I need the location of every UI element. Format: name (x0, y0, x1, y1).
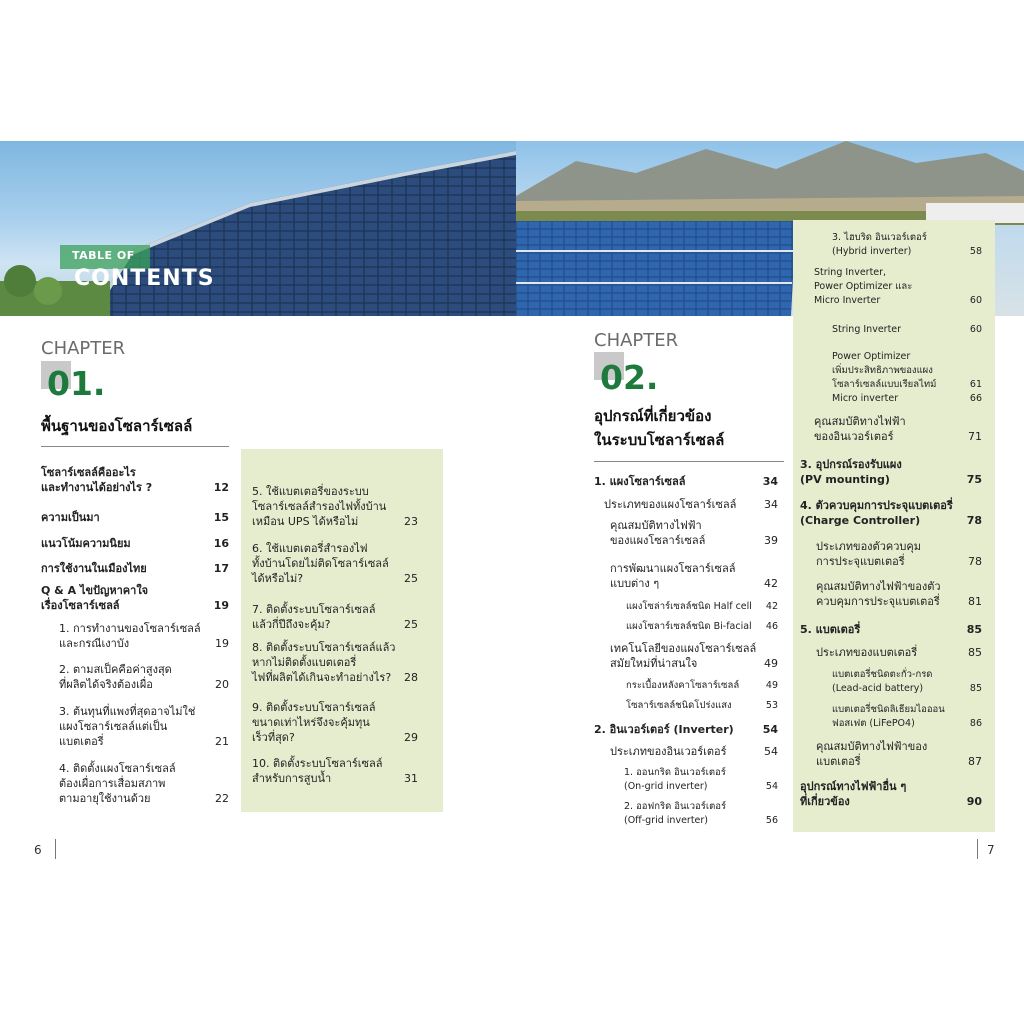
toc-entry-page: 85 (966, 623, 982, 636)
page-number-right-bar (977, 839, 978, 859)
toc-entry-page: 61 (969, 379, 982, 390)
toc-entry-title: โซลาร์เซลล์ชนิดโปร่งแสง (626, 700, 732, 711)
toc-entry-title: แบตเตอรี่ชนิดตะกั่ว-กรด (Lead-acid battery) (832, 669, 933, 694)
chapter-1-rule (41, 446, 229, 447)
toc-entry-title: 1. ออนกริด อินเวอร์เตอร์ (On-grid inverter) (624, 767, 726, 792)
toc-entry-title: 3. ไฮบริด อินเวอร์เตอร์ (Hybrid inverter) (832, 232, 927, 257)
toc-entry-title: 4. ติดตั้งแผงโซลาร์เซลล์ ต้องเผื่อการเสื่อมสภาพ ตามอายุใช้งานด้วย (59, 762, 176, 805)
toc-entry-page: 34 (762, 475, 778, 488)
toc-entry-title: 3. ต้นทุนที่แพงที่สุดอาจไม่ใช่ แผงโซลาร์เซลล์แต่เป็น แบตเตอรี่ (59, 705, 196, 748)
toc-entry-page: 20 (215, 678, 229, 691)
toc-entry-page: 78 (968, 555, 982, 568)
toc-entry-title: Micro inverter (832, 393, 899, 404)
toc-entry-title: ความเป็นมา (41, 511, 100, 524)
toc-entry-page: 60 (969, 295, 982, 306)
toc-entry-page: 16 (213, 537, 229, 550)
toc-entry-page: 53 (765, 700, 778, 711)
toc-entry-title: 8. ติดตั้งระบบโซลาร์เซลล์แล้ว หากไม่ติดตั้งแบตเตอรี่ ไฟที่ผลิตได้เกินจะทำอย่างไร? (252, 641, 396, 684)
toc-entry-title: กระเบื้องหลังคาโซลาร์เซลล์ (626, 680, 740, 691)
toc-entry-page: 29 (404, 731, 418, 744)
chapter-2-number: 02. (600, 358, 659, 397)
toc-entry-page: 39 (764, 534, 778, 547)
toc-entry-title: 2. ออฟกริด อินเวอร์เตอร์ (Off-grid inverter) (624, 801, 727, 826)
toc-entry-title: โซลาร์เซลล์คืออะไร และทำงานได้อย่างไร ? (41, 466, 153, 494)
toc-entry-page: 66 (969, 393, 982, 404)
chapter-1-box-toc-list (252, 484, 418, 804)
chapter-2-title: อุปกรณ์ที่เกี่ยวข้อง ในระบบโซลาร์เซลล์ (594, 407, 725, 449)
toc-entry-page: 19 (215, 637, 229, 650)
page-number-right: 7 (987, 843, 995, 857)
toc-entry-title: อุปกรณ์ทางไฟฟ้าอื่น ๆ ที่เกี่ยวข้อง (800, 780, 907, 808)
page-number-left-bar (55, 839, 56, 859)
toc-entry-page: 17 (213, 562, 229, 575)
toc-entry-title: คุณสมบัติทางไฟฟ้าของ แบตเตอรี่ (816, 740, 928, 768)
chapter-1-toc-list (41, 465, 229, 815)
toc-entry-page: 21 (215, 735, 229, 748)
toc-entry-title: 9. ติดตั้งระบบโซลาร์เซลล์ ขนาดเท่าไหร่จึงจะคุ้มทุน เร็วที่สุด? (252, 701, 376, 744)
toc-entry-page: 46 (765, 621, 778, 632)
chapter-2-rule (594, 461, 784, 462)
toc-entry-title: 6. ใช้แบตเตอรี่สำรองไฟ ทั้งบ้านโดยไม่ติดโซลาร์เซลล์ ได้หรือไม่? (252, 542, 389, 585)
page-number-left: 6 (34, 843, 42, 857)
toc-entry-page: 71 (968, 430, 982, 443)
toc-entry-title: คุณสมบัติทางไฟฟ้า ของแผงโซลาร์เซลล์ (610, 519, 706, 547)
toc-entry-page: 78 (966, 514, 982, 527)
toc-entry-page: 42 (764, 577, 778, 590)
toc-entry-title: ประเภทของอินเวอร์เตอร์ (610, 745, 727, 758)
chapter-2-box-toc-list (800, 231, 982, 831)
toc-entry-page: 25 (404, 618, 418, 631)
toc-entry-page: 81 (968, 595, 982, 608)
toc-entry-title: คุณสมบัติทางไฟฟ้าของตัว ควบคุมการประจุแบตเตอรี่ (816, 580, 941, 608)
toc-entry-page: 54 (765, 781, 778, 792)
toc-entry-title: 3. อุปกรณ์รองรับแผง (PV mounting) (800, 458, 902, 486)
toc-entry-page: 56 (765, 815, 778, 826)
toc-entry-page: 49 (765, 680, 778, 691)
chapter-1-title: พื้นฐานของโซลาร์เซลล์ (41, 417, 193, 435)
toc-entry-title: คุณสมบัติทางไฟฟ้า ของอินเวอร์เตอร์ (814, 415, 906, 443)
toc-of-label: TABLE OF (72, 249, 135, 262)
toc-entry-title: 5. ใช้แบตเตอรี่ของระบบ โซลาร์เซลล์สำรองไฟทั้งบ้าน เหมือน UPS ได้หรือไม่ (252, 485, 387, 528)
toc-entry-title: 5. แบตเตอรี่ (800, 623, 861, 636)
toc-entry-title: String Inverter (832, 324, 902, 335)
chapter-2-word: CHAPTER (594, 330, 679, 351)
toc-entry-page: 60 (969, 324, 982, 335)
toc-entry-title: 10. ติดตั้งระบบโซลาร์เซลล์ สำหรับการสูบน้ำ (252, 757, 383, 785)
toc-entry-title: ประเภทของแผงโซลาร์เซลล์ (604, 498, 737, 511)
toc-entry-title: 2. ตามสเป็คคือค่าสูงสุด ที่ผลิตได้จริงต้องเผื่อ (59, 663, 172, 691)
toc-entry-title: ประเภทของแบตเตอรี่ (816, 646, 918, 659)
chapter-1-word: CHAPTER (41, 338, 126, 359)
toc-entry-title: 2. อินเวอร์เตอร์ (Inverter) (594, 723, 734, 736)
toc-entry-title: 1. แผงโซลาร์เซลล์ (594, 475, 686, 488)
toc-entry-title: String Inverter, Power Optimizer และ Micro Inverter (814, 267, 913, 306)
toc-entry-page: 54 (762, 723, 778, 736)
toc-entry-page: 31 (404, 772, 418, 785)
toc-entry-page: 12 (213, 481, 229, 494)
toc-entry-page: 34 (764, 498, 778, 511)
toc-entry-title: แผงโซลาร์เซลล์ชนิด Bi-facial (626, 621, 752, 632)
toc-entry-page: 25 (404, 572, 418, 585)
toc-entry-title: Q & A ไขปัญหาคาใจ เรื่องโซลาร์เซลล์ (41, 584, 149, 612)
toc-entry-page: 85 (969, 683, 982, 694)
toc-entry-page: 90 (966, 795, 982, 808)
toc-entry-title: 1. การทำงานของโซลาร์เซลล์ และกรณีเงาบัง (59, 622, 201, 650)
toc-entry-title: เทคโนโลยีของแผงโซลาร์เซลล์ สมัยใหม่ที่น่าสนใจ (610, 642, 757, 670)
toc-entry-title: 7. ติดตั้งระบบโซลาร์เซลล์ แล้วกี่ปีถึงจะคุ้ม? (252, 603, 376, 631)
toc-entry-title: แผงโซล่าร์เซลล์ชนิด Half cell (626, 601, 752, 612)
toc-entry-page: 86 (969, 718, 982, 729)
toc-entry-title: 4. ตัวควบคุมการประจุแบตเตอรี่ (Charge Controller) (800, 499, 953, 527)
toc-entry-title: การพัฒนาแผงโซลาร์เซลล์ แบบต่าง ๆ (610, 562, 736, 590)
toc-entry-page: 15 (213, 511, 229, 524)
toc-entry-title: การใช้งานในเมืองไทย (41, 562, 147, 575)
toc-entry-page: 87 (968, 755, 982, 768)
toc-entry-title: ประเภทของตัวควบคุม การประจุแบตเตอรี่ (816, 540, 922, 568)
toc-entry-page: 75 (966, 473, 982, 486)
toc-entry-title: แนวโน้มความนิยม (41, 537, 131, 550)
toc-entry-page: 28 (404, 671, 418, 684)
toc-entry-page: 22 (215, 792, 229, 805)
toc-entry-page: 54 (764, 745, 778, 758)
toc-contents-label: CONTENTS (74, 266, 215, 291)
toc-entry-page: 49 (764, 657, 778, 670)
toc-entry-title: แบตเตอรี่ชนิดลิเธียมไอออน ฟอสเฟต (LiFePO4) (832, 704, 945, 729)
chapter-2-toc-list (594, 474, 778, 834)
toc-entry-title: Power Optimizer เพิ่มประสิทธิภาพของแผง โซลาร์เซลล์แบบเรียลไทม์ (832, 351, 937, 390)
toc-entry-page: 85 (968, 646, 982, 659)
toc-entry-page: 23 (404, 515, 418, 528)
chapter-1-number: 01. (47, 364, 106, 403)
toc-entry-page: 42 (765, 601, 778, 612)
toc-entry-page: 58 (969, 246, 982, 257)
toc-entry-page: 19 (213, 599, 229, 612)
